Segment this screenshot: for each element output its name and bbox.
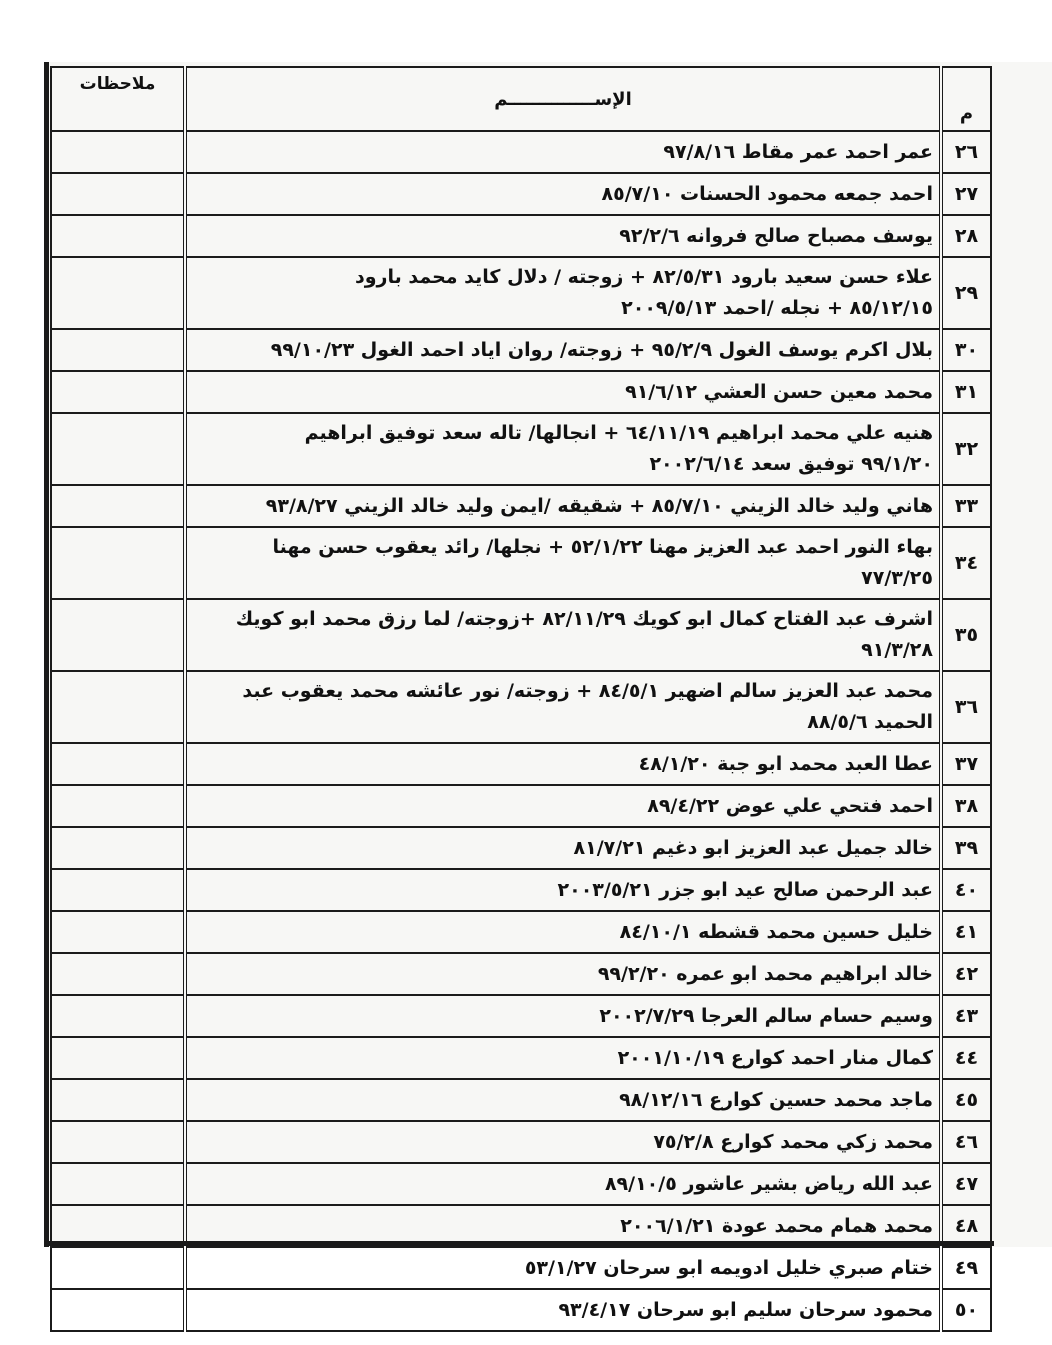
row-name-cell xyxy=(185,131,941,173)
row-number: ٤٣ xyxy=(941,995,991,1037)
row-notes-cell xyxy=(51,1289,185,1331)
table-row xyxy=(51,1289,991,1331)
table-row xyxy=(51,599,991,671)
row-notes-cell xyxy=(51,1205,185,1247)
row-name-cell xyxy=(185,1205,941,1247)
row-number: ٤٥ xyxy=(941,1079,991,1121)
row-notes-cell xyxy=(51,1037,185,1079)
row-name-cell xyxy=(185,953,941,995)
row-number: ٣١ xyxy=(941,371,991,413)
table-row xyxy=(51,743,991,785)
row-name-line: بهاء النور احمد عبد العزيز مهنا ٥٢/١/٢٢ + نجلها/ رائد يعقوب حسن مهنا xyxy=(272,536,933,558)
row-name-line: احمد فتحي علي عوض ٨٩/٤/٢٢ xyxy=(647,794,933,817)
row-notes-cell xyxy=(51,995,185,1037)
row-name-line: كمال منار احمد كوارع ٢٠٠١/١٠/١٩ xyxy=(617,1046,933,1069)
table-row xyxy=(51,173,991,215)
row-name-cell xyxy=(185,671,941,743)
row-name-line: هاني وليد خالد الزيني ٨٥/٧/١٠ + شقيقه /ايمن وليد خالد الزيني ٩٣/٨/٢٧ xyxy=(265,494,933,517)
row-number: ٤٧ xyxy=(941,1163,991,1205)
header-number: م xyxy=(941,67,991,131)
table-row xyxy=(51,1079,991,1121)
table-row xyxy=(51,1247,991,1289)
row-number: ٢٦ xyxy=(941,131,991,173)
row-name-line: عمر احمد عمر مقاط ٩٧/٨/١٦ xyxy=(663,140,933,163)
row-notes-cell xyxy=(51,827,185,869)
row-name-line: عبد الرحمن صالح عيد ابو جزر ٢٠٠٣/٥/٢١ xyxy=(557,878,933,901)
row-number: ٣٤ xyxy=(941,527,991,599)
row-name-line: محمد عبد العزيز سالم اضهير ٨٤/٥/١ + زوجته/ نور عائشه محمد يعقوب عبد xyxy=(242,680,933,702)
row-number: ٤٩ xyxy=(941,1247,991,1289)
row-notes-cell xyxy=(51,1247,185,1289)
row-number: ٤٢ xyxy=(941,953,991,995)
row-name-line: عطا العبد محمد ابو جبة ٤٨/١/٢٠ xyxy=(638,752,933,775)
row-notes-cell xyxy=(51,1163,185,1205)
table-row xyxy=(51,1163,991,1205)
row-number: ٣٣ xyxy=(941,485,991,527)
row-number: ٤٦ xyxy=(941,1121,991,1163)
row-notes-cell xyxy=(51,131,185,173)
table-row xyxy=(51,671,991,743)
row-number: ٤٨ xyxy=(941,1205,991,1247)
row-notes-cell xyxy=(51,599,185,671)
table-row xyxy=(51,869,991,911)
row-name-line: محمود سرحان سليم ابو سرحان ٩٣/٤/١٧ xyxy=(558,1298,933,1321)
row-notes-cell xyxy=(51,485,185,527)
table-row xyxy=(51,371,991,413)
row-name-cell xyxy=(185,1247,941,1289)
table-row xyxy=(51,215,991,257)
row-name-line: خالد جميل عبد العزيز ابو دغيم ٨١/٧/٢١ xyxy=(573,836,933,859)
row-name-line: خالد ابراهيم محمد ابو عمره ٩٩/٢/٢٠ xyxy=(597,962,933,985)
row-notes-cell xyxy=(51,743,185,785)
row-name-cell xyxy=(185,869,941,911)
row-name-cell xyxy=(185,995,941,1037)
row-number: ٣٧ xyxy=(941,743,991,785)
row-name-cell xyxy=(185,413,941,485)
row-number: ٣٨ xyxy=(941,785,991,827)
row-notes-cell xyxy=(51,257,185,329)
row-name-cell xyxy=(185,527,941,599)
row-notes-cell xyxy=(51,785,185,827)
row-name-cell xyxy=(185,485,941,527)
row-number: ٤٠ xyxy=(941,869,991,911)
row-notes-cell xyxy=(51,527,185,599)
row-number: ٢٧ xyxy=(941,173,991,215)
row-name-line: خليل حسين محمد قشطه ٨٤/١٠/١ xyxy=(619,920,933,943)
table-row xyxy=(51,257,991,329)
table-row xyxy=(51,1037,991,1079)
row-number: ٣٩ xyxy=(941,827,991,869)
row-name-cell xyxy=(185,785,941,827)
row-name-cell xyxy=(185,827,941,869)
table-row xyxy=(51,1121,991,1163)
row-name-line: محمد همام محمد عودة ٢٠٠٦/١/٢١ xyxy=(620,1214,933,1237)
row-name-line: ختام صبري خليل ادويمه ابو سرحان ٥٣/١/٢٧ xyxy=(524,1256,933,1279)
header-name: الإســــــــــــــم xyxy=(185,67,941,131)
row-number: ٤١ xyxy=(941,911,991,953)
row-number: ٣٥ xyxy=(941,599,991,671)
row-name-cell xyxy=(185,743,941,785)
table-body xyxy=(51,131,991,1331)
row-name-cell xyxy=(185,1289,941,1331)
row-name-line: ٩١/٣/٢٨ xyxy=(861,639,933,661)
row-notes-cell xyxy=(51,329,185,371)
row-name-line: الحميد ٨٨/٥/٦ xyxy=(807,711,933,733)
row-number: ٥٠ xyxy=(941,1289,991,1331)
row-notes-cell xyxy=(51,911,185,953)
row-notes-cell xyxy=(51,1079,185,1121)
row-number: ٢٩ xyxy=(941,257,991,329)
table-header-row xyxy=(51,67,991,131)
table-row xyxy=(51,1205,991,1247)
table-row xyxy=(51,413,991,485)
row-number: ٣٢ xyxy=(941,413,991,485)
table-row xyxy=(51,329,991,371)
row-name-line: محمد زكي محمد كوارع ٧٥/٢/٨ xyxy=(653,1130,933,1153)
row-name-line: بلال اكرم يوسف الغول ٩٥/٢/٩ + زوجته/ روان اياد احمد الغول ٩٩/١٠/٢٣ xyxy=(270,338,933,361)
row-number: ٢٨ xyxy=(941,215,991,257)
row-name-cell xyxy=(185,215,941,257)
row-name-line: اشرف عبد الفتاح كمال ابو كويك ٨٢/١١/٢٩ +زوجته/ لما رزق محمد ابو كويك xyxy=(235,608,933,630)
table-row xyxy=(51,911,991,953)
row-notes-cell xyxy=(51,1121,185,1163)
row-name-line: عبد الله رياض بشير عاشور ٨٩/١٠/٥ xyxy=(604,1172,933,1195)
row-name-cell xyxy=(185,1163,941,1205)
table-row xyxy=(51,785,991,827)
page-top-margin xyxy=(0,0,1052,62)
row-notes-cell xyxy=(51,671,185,743)
table-row xyxy=(51,131,991,173)
row-name-cell xyxy=(185,1121,941,1163)
names-table xyxy=(50,66,992,1332)
table-row xyxy=(51,527,991,599)
row-notes-cell xyxy=(51,953,185,995)
row-number: ٤٤ xyxy=(941,1037,991,1079)
row-name-cell xyxy=(185,329,941,371)
row-notes-cell xyxy=(51,371,185,413)
row-name-line: ٩٩/١/٢٠ توفيق سعد ٢٠٠٢/٦/١٤ xyxy=(649,453,933,475)
row-name-cell xyxy=(185,911,941,953)
row-name-cell xyxy=(185,599,941,671)
row-name-line: علاء حسن سعيد بارود ٨٢/٥/٣١ + زوجته / دلال كايد محمد بارود xyxy=(355,266,933,288)
row-name-cell xyxy=(185,371,941,413)
row-name-line: ٨٥/١٢/١٥ + نجله /احمد ٢٠٠٩/٥/١٣ xyxy=(621,297,933,319)
row-name-cell xyxy=(185,1079,941,1121)
row-notes-cell xyxy=(51,413,185,485)
row-name-line: يوسف مصباح صالح فروانه ٩٢/٢/٦ xyxy=(619,224,933,247)
row-name-cell xyxy=(185,257,941,329)
row-number: ٣٠ xyxy=(941,329,991,371)
row-number: ٣٦ xyxy=(941,671,991,743)
table-row xyxy=(51,827,991,869)
row-notes-cell xyxy=(51,869,185,911)
page-edge-line xyxy=(44,62,49,1247)
table-row xyxy=(51,485,991,527)
table-row xyxy=(51,953,991,995)
row-name-line: ماجد محمد حسين كوارع ٩٨/١٢/١٦ xyxy=(619,1088,933,1111)
row-name-line: احمد جمعه محمود الحسنات ٨٥/٧/١٠ xyxy=(601,182,933,205)
row-name-line: وسيم حسام سالم العرجا ٢٠٠٢/٧/٢٩ xyxy=(599,1004,933,1027)
row-notes-cell xyxy=(51,173,185,215)
row-name-cell xyxy=(185,1037,941,1079)
row-name-line: محمد معين حسن العشي ٩١/٦/١٢ xyxy=(625,380,933,403)
table-row xyxy=(51,995,991,1037)
row-name-cell xyxy=(185,173,941,215)
row-name-line: ٧٧/٣/٢٥ xyxy=(861,567,933,589)
row-name-line: هنيه علي محمد ابراهيم ٦٤/١١/١٩ + انجالها/ تاله سعد توفيق ابراهيم xyxy=(304,422,933,444)
header-notes: ملاحظات xyxy=(51,67,185,131)
row-notes-cell xyxy=(51,215,185,257)
